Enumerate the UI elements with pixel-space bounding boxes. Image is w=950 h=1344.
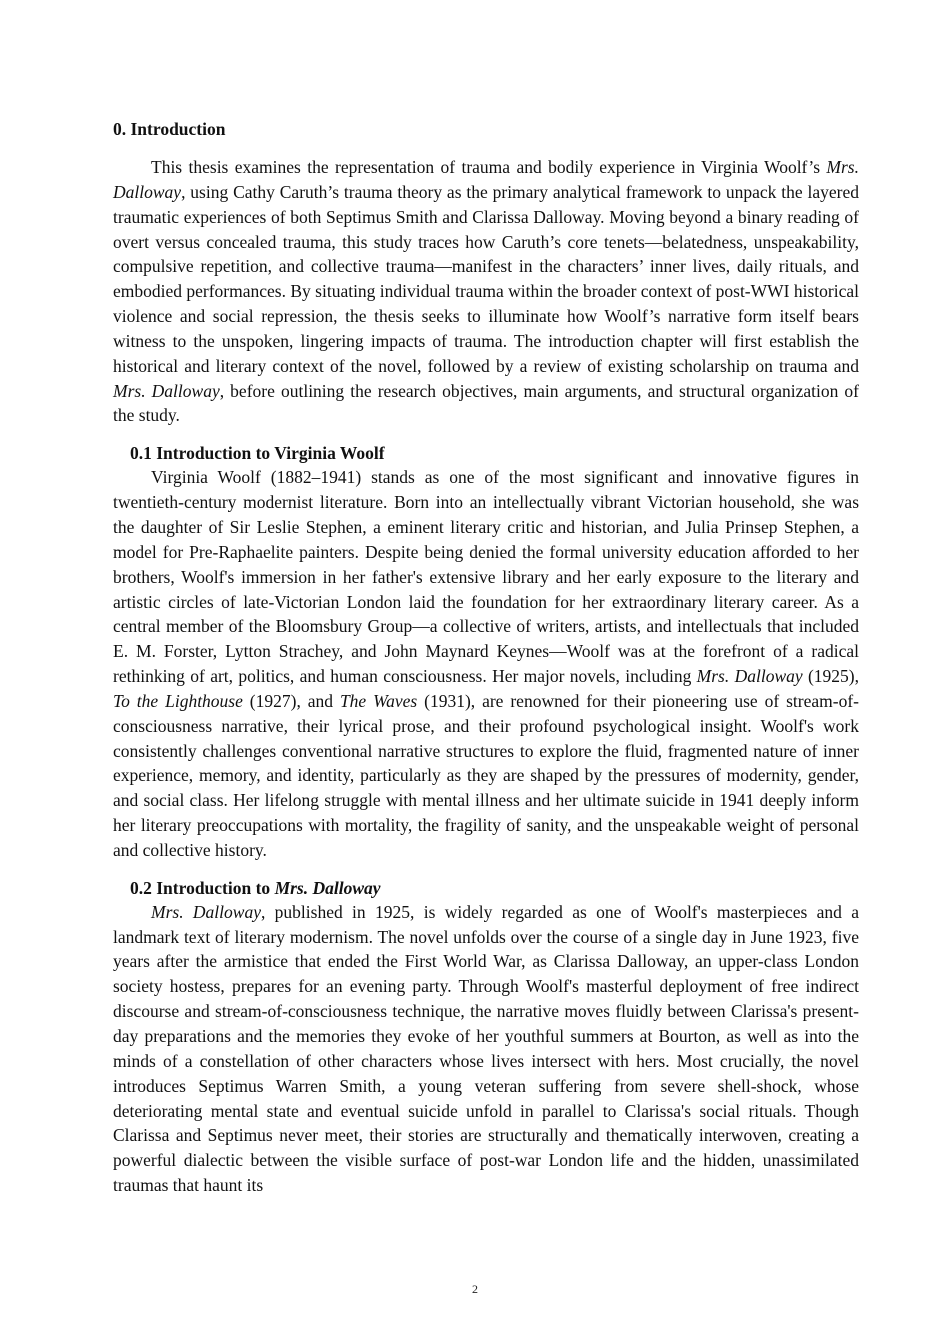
woolf-title-italic-2: To the Lighthouse — [113, 690, 243, 711]
page-body — [113, 117, 859, 1198]
woolf-text-4: (1931), are renowned for their pioneering use of stream-of-consciousness narrative, their lyrical prose, and their profound psychological insight. Woolf's work consistently challenges conventional narrative structures to explore the fluid, fragmented nature of inner experience, memory, and identity, particularly as they are shaped by the pressures of modernity, gender, and social class. Her lifelong struggle with mental illness and her ultimate suicide in 1941 deeply inform her literary preoccupations with mortality, the fragility of sanity, and the unspeakable weight of personal and collective history. — [113, 690, 859, 860]
page-number: 2 — [472, 1282, 478, 1296]
dalloway-section-heading — [113, 876, 859, 900]
intro-text-3: , before outlining the research objectives, main arguments, and structural organization of the study. — [113, 380, 860, 426]
intro-paragraph — [113, 155, 859, 428]
dalloway-title-italic: Mrs. Dalloway — [151, 901, 261, 922]
intro-text-2: , using Cathy Caruth’s trauma theory as the primary analytical framework to unpack the layered traumatic experiences of both Septimus Smith and Clarissa Dalloway. Moving beyond a binary reading of overt versus concealed trauma, this study traces how Caruth’s core tenets—belatedness, unspeakability, compulsive repetition, and collective trauma—manifest in the characters’ inner lives, daily rituals, and embodied performances. By situating individual trauma within the broader context of post-WWI historical violence and social repression, the thesis seeks to illuminate how Woolf’s narrative form itself bears witness to the unspoken, lingering impacts of trauma. The introduction chapter will first establish the historical and literary context of the novel, followed by a review of existing scholarship on trauma and — [113, 181, 859, 376]
intro-heading: 0. Introduction — [113, 119, 226, 139]
woolf-text-1: Virginia Woolf (1882–1941) stands as one of the most significant and innovative figures in twentieth-century modernist literature. Born into an intellectually vibrant Victorian household, she was the daughter of Sir Leslie Stephen, a eminent literary critic and historian, and Julia Prinsep Stephen, a model for Pre-Raphaelite painters. Despite being denied the formal university education afforded to her brothers, Woolf's immersion in her father's extensive library and her early exposure to the literary and artistic circles of late-Victorian London laid the foundation for her extraordinary literary career. As a central member of the Bloomsbury Group—a collective of writers, artists, and intellectuals that included E. M. Forster, Lytton Strachey, and John Maynard Keynes—Woolf was at the forefront of a radical rethinking of art, politics, and human consciousness. Her major novels, including — [113, 467, 859, 687]
woolf-section-heading: 0.1 Introduction to Virginia Woolf — [130, 443, 385, 464]
dalloway-heading-text: 0.2 Introduction to — [130, 877, 275, 898]
woolf-paragraph — [113, 465, 859, 863]
dalloway-paragraph — [113, 900, 859, 1198]
intro-title-italic-1: Mrs. Dalloway — [113, 157, 859, 202]
intro-text-1: This thesis examines the representation of trauma and bodily experience in Virginia Woolf’s — [151, 157, 827, 177]
intro-title-italic-2: Mrs. Dalloway — [113, 380, 220, 401]
woolf-title-italic-1: Mrs. Dalloway — [696, 666, 803, 687]
dalloway-text: , published in 1925, is widely regarded as one of Woolf's masterpieces and a landmark text of literary modernism. The novel unfolds over the course of a single day in June 1923, five years after the armistice that ended the First World War, as Clarissa Dalloway, an upper-class London society hostess, prepares for an evening party. Through Woolf's masterful deployment of free indirect discourse and stream-of-consciousness technique, the narrative moves fluidly between Clarissa's present-day preparations and the memories they evoke of her youthful summers at Bourton, as well as into the minds of a constellation of other characters whose lives intersect with hers. Most crucially, the novel introduces Septimus Warren Smith, a young veteran suffering from severe shell-shock, whose deteriorating mental state and eventual suicide unfold in parallel to Clarissa's social rituals. Though Clarissa and Septimus never meet, their stories are structurally and thematically interwoven, creating a powerful dialectic between the visible surface of post-war London life and the hidden, unassimilated traumas that haunt its — [113, 901, 859, 1196]
woolf-text-3: (1927), and — [242, 690, 340, 711]
dalloway-heading-italic: Mrs. Dalloway — [274, 877, 381, 898]
woolf-text-2: (1925), — [802, 666, 860, 687]
woolf-title-italic-3: The Waves — [339, 690, 418, 711]
